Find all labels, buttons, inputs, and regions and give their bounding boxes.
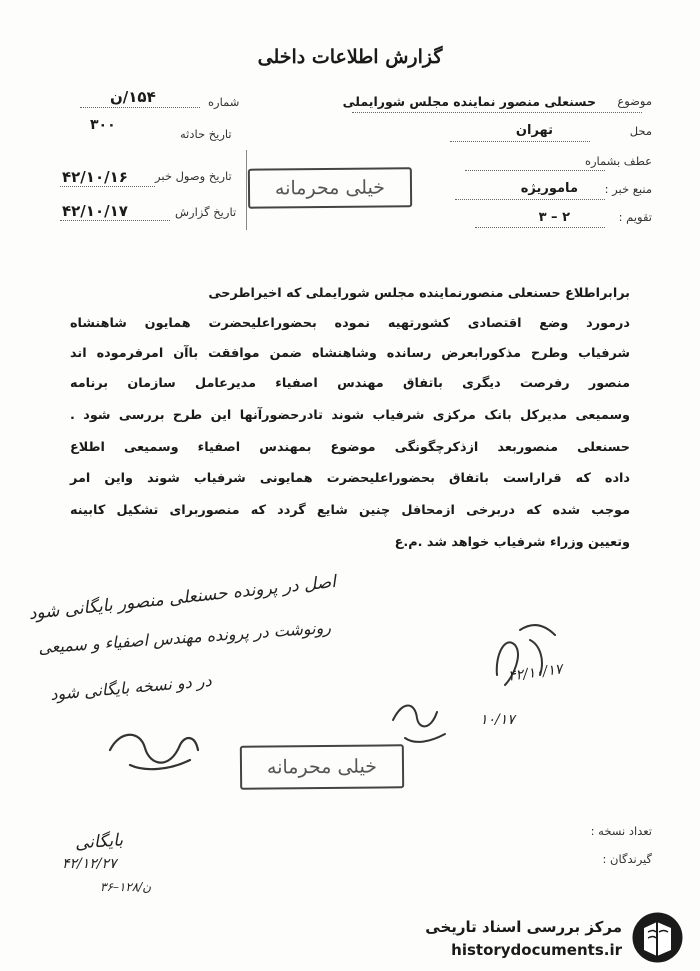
classification-stamp: خیلی محرمانه xyxy=(248,167,412,208)
body-line: وسمیعی مدیرکل بانک مرکزی شرفیاب شوند تادرحضورآنها این طرح بررسی شود . xyxy=(70,408,630,423)
signature-scribble xyxy=(485,615,565,695)
handwritten-note: رونوشت در پرونده مهندس اصفیاء و سمیعی xyxy=(37,617,332,658)
number-value: ۱۵۴/ن xyxy=(110,88,156,106)
subject-value: حسنعلی منصور نماینده مجلس شورایملی xyxy=(342,94,596,109)
body-line: موجب شده که دربرخی ازمحافل چنین شایع گردد که منصوربرای تشکیل کابینه xyxy=(70,503,630,518)
number-line xyxy=(80,107,200,108)
received-line xyxy=(60,186,155,187)
subject-line xyxy=(352,112,642,113)
place-label: محل xyxy=(629,124,652,138)
source-line xyxy=(455,199,605,200)
body-line: حسنعلی منصوربعد ازذکرچگونگی موضوع بمهندس اصفیاء وسمیعی اطلاع xyxy=(70,440,630,455)
report-title: گزارش اطلاعات داخلی xyxy=(257,46,443,68)
handwritten-note: اصل در پرونده حسنعلی منصور بایگانی شود xyxy=(27,571,337,625)
body-line: داده که قراراست باتفاق بحضوراعلیحضرت همایونی شرفیاب شوند واین امر xyxy=(70,471,630,486)
attach-line xyxy=(465,170,605,171)
website-text: historydocuments.ir xyxy=(451,941,622,959)
institution-logo-icon xyxy=(630,910,685,965)
report-date-label: تاریخ گزارش xyxy=(175,205,237,219)
recipients-label: گیرندگان : xyxy=(602,852,652,866)
body-line: شرفیاب وطرح مذکورابعرض رسانده وشاهنشاه ضمن موافقت باآن امرفرموده اند xyxy=(70,346,630,361)
archive-date: ۴۲/۱۲/۲۷ xyxy=(62,856,117,872)
body-line: درمورد وضع اقتصادی کشورتهیه نموده بحضوراعلیحضرت همایون شاهنشاه xyxy=(70,316,630,331)
rating-value: ۳ – ۲ xyxy=(538,210,570,225)
number-label: شماره xyxy=(208,95,240,109)
archive-note: بایگانی xyxy=(74,830,124,854)
body-line: برابراطلاع حسنعلی منصورنماینده مجلس شورایملی که اخیراطرحی xyxy=(208,286,630,301)
handwritten-date: ۴۲/۱۰/۱۷ xyxy=(507,661,564,685)
report-date-value: ۴۲/۱۰/۱۷ xyxy=(62,202,128,220)
received-label: تاریخ وصول خبر xyxy=(155,169,232,183)
rating-line xyxy=(475,227,605,228)
report-date-line xyxy=(60,220,170,221)
body-line: وتعیین وزراء شرفیاب خواهد شد .م.ع xyxy=(394,535,630,550)
place-line xyxy=(450,141,590,142)
received-value: ۴۲/۱۰/۱۶ xyxy=(62,168,128,186)
form-divider xyxy=(246,150,247,230)
place-value: تهران xyxy=(515,123,553,138)
signature-scribble xyxy=(100,720,210,780)
subject-label: موضوع xyxy=(617,94,652,108)
event-date-label: تاریخ حادثه xyxy=(180,127,232,141)
source-value: ماموریژه xyxy=(520,181,578,196)
attach-label: عطف بشماره xyxy=(584,154,652,168)
rating-label: تقویم : xyxy=(618,210,652,224)
body-line: منصور رفرصت دیگری باتفاق مهندس اصفیاء مدیرعامل سازمان برنامه xyxy=(70,376,630,391)
handwritten-note: در دو نسخه بایگانی شود xyxy=(49,670,213,705)
event-date-value: ۳۰۰ xyxy=(90,117,116,133)
institution-name: مرکز بررسی اسناد تاریخی xyxy=(425,918,622,936)
classification-stamp: خیلی محرمانه xyxy=(240,744,404,789)
handwritten-date: ۱۰/۱۷ xyxy=(480,712,515,728)
copies-label: تعداد نسخه : xyxy=(590,824,652,838)
archive-code: ۳۶–۱۲۸/ن xyxy=(100,880,152,894)
signature-scribble xyxy=(385,690,455,750)
source-label: منبع خبر : xyxy=(604,182,652,196)
